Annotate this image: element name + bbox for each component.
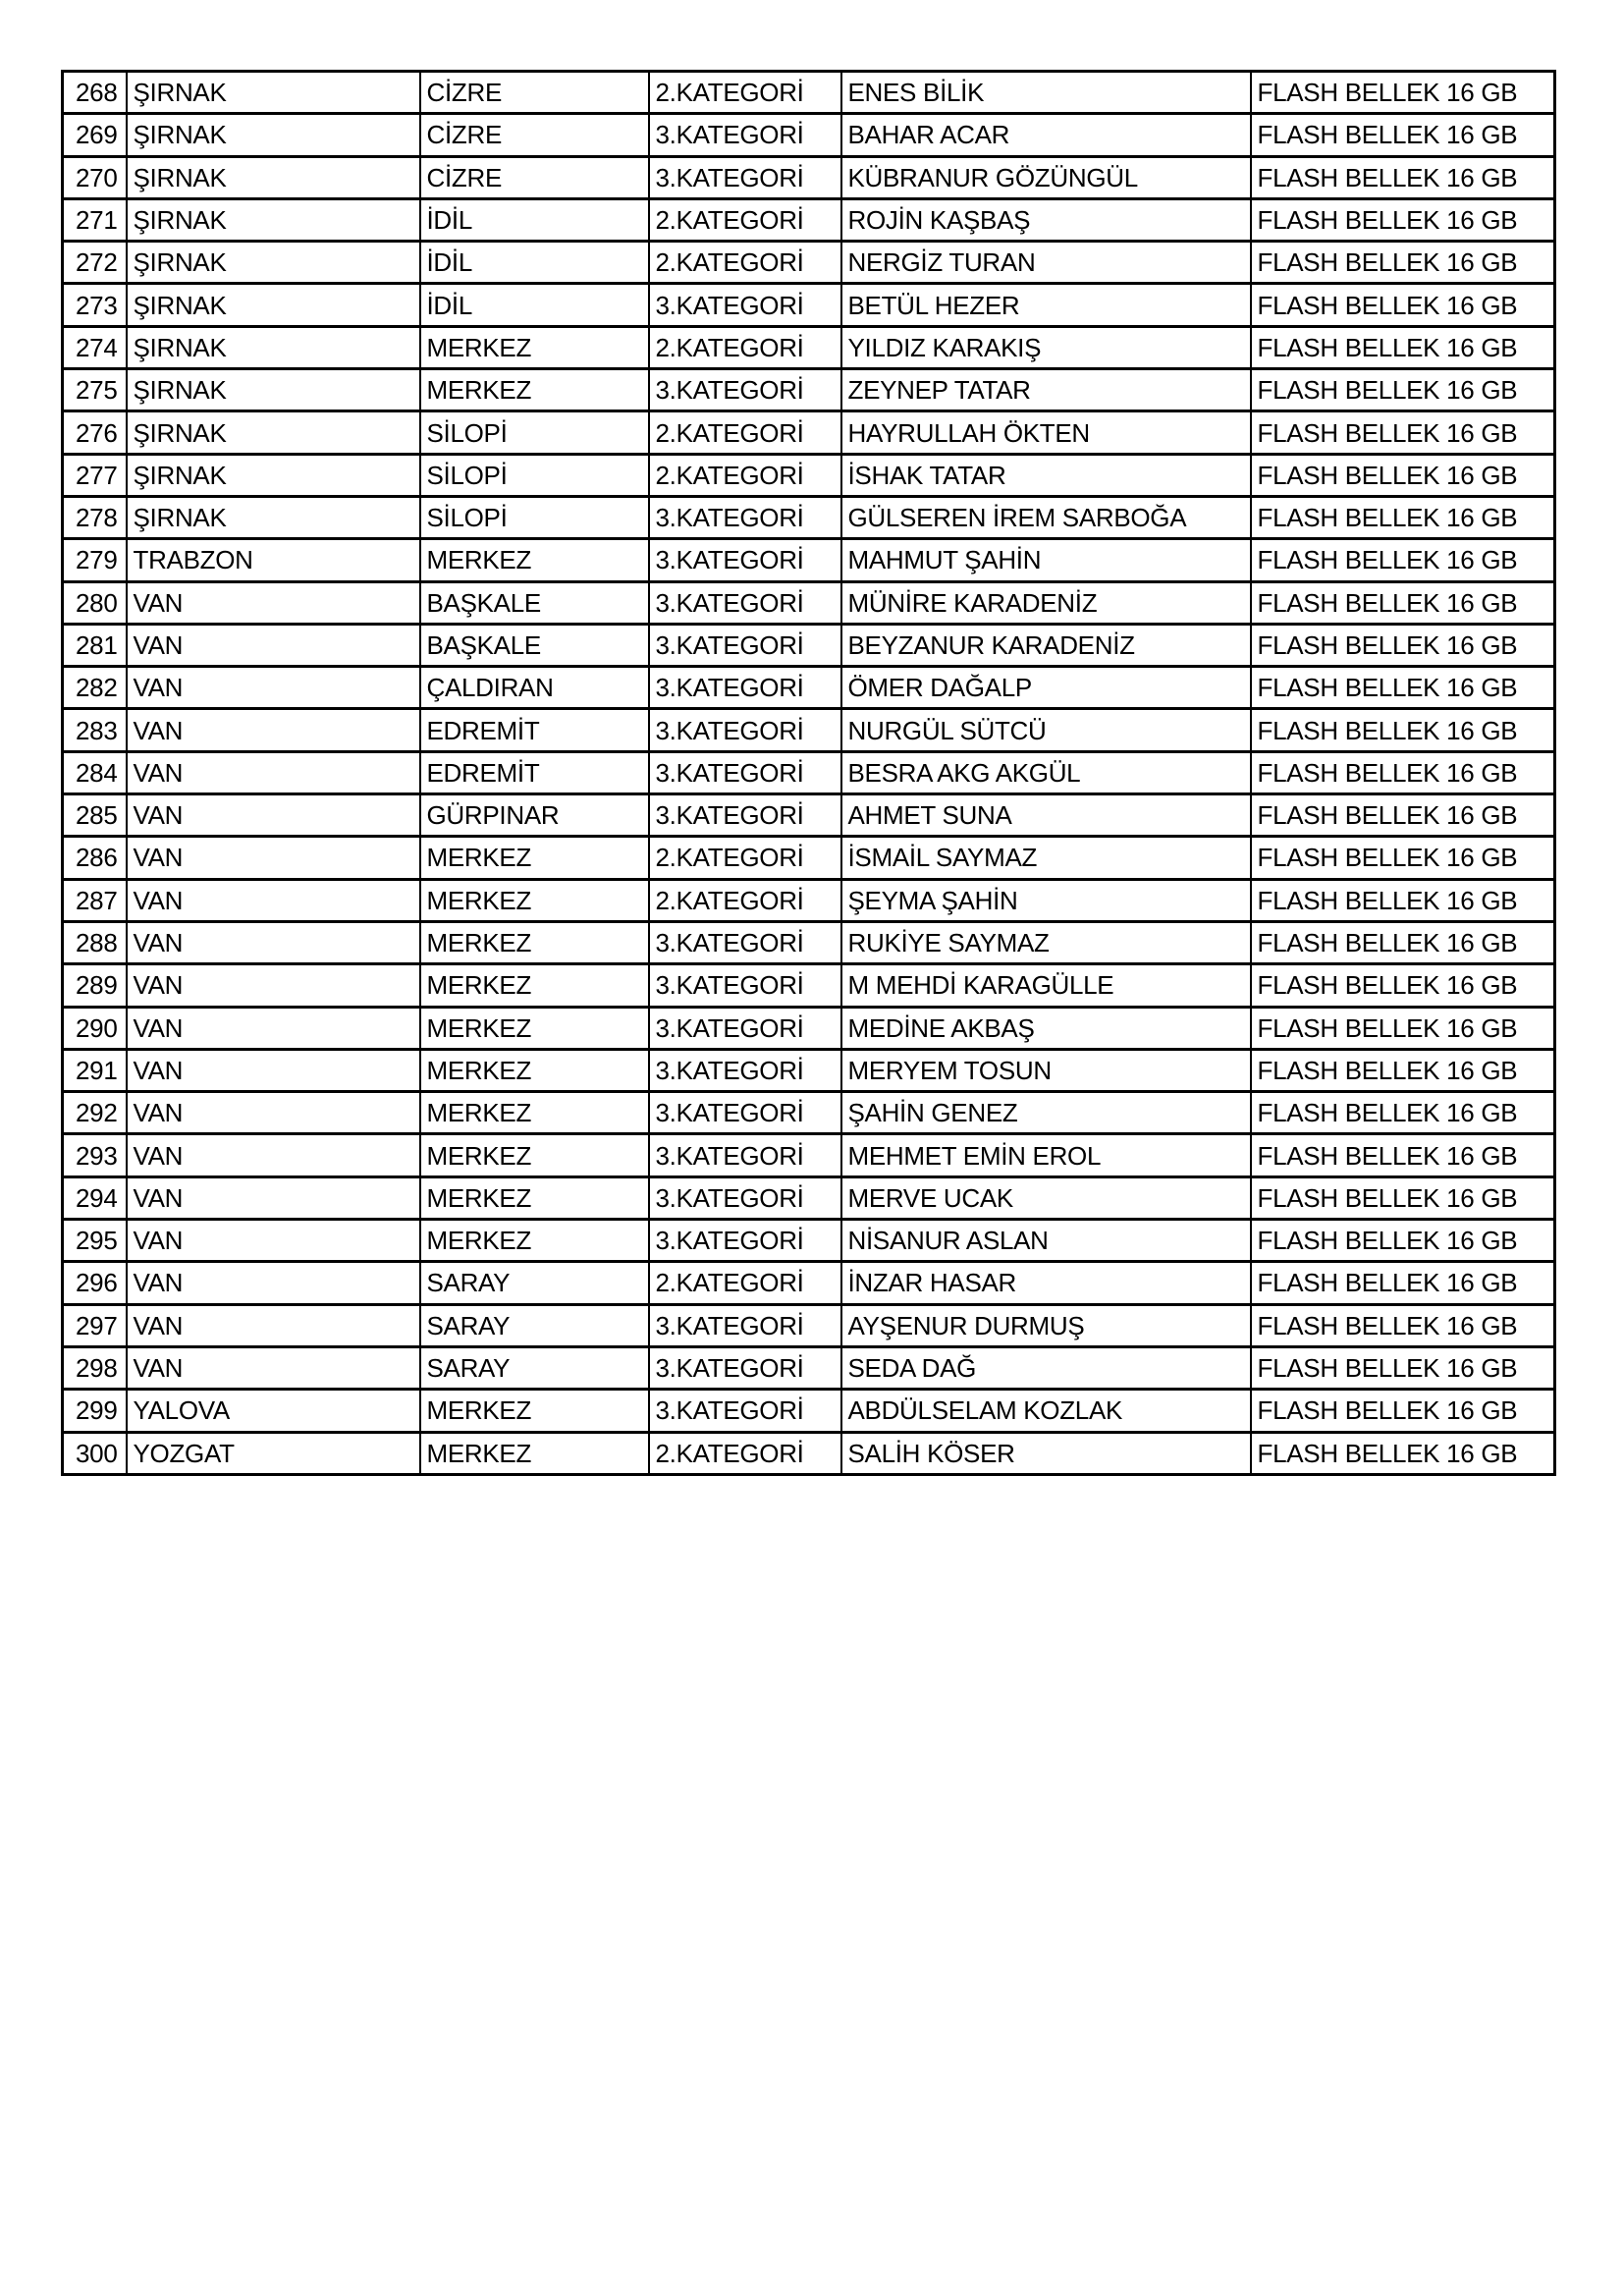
cell-odul: FLASH BELLEK 16 GB <box>1251 454 1555 496</box>
table-row <box>63 539 1555 581</box>
cell-ad-soyad: MERVE UCAK <box>841 1176 1251 1219</box>
cell-kategori: 3.KATEGORİ <box>649 1049 841 1091</box>
cell-ad-soyad: ENES BİLİK <box>841 72 1251 114</box>
cell-odul: FLASH BELLEK 16 GB <box>1251 794 1555 837</box>
cell-kategori: 3.KATEGORİ <box>649 667 841 709</box>
table-row <box>63 794 1555 837</box>
cell-ilce: MERKEZ <box>420 326 649 368</box>
cell-odul: FLASH BELLEK 16 GB <box>1251 539 1555 581</box>
cell-ad-soyad: ÖMER DAĞALP <box>841 667 1251 709</box>
cell-kategori: 3.KATEGORİ <box>649 921 841 963</box>
cell-il: VAN <box>127 1220 420 1262</box>
cell-odul: FLASH BELLEK 16 GB <box>1251 242 1555 284</box>
cell-kategori: 2.KATEGORİ <box>649 72 841 114</box>
cell-ilce: MERKEZ <box>420 1432 649 1474</box>
cell-sira-no: 278 <box>63 496 127 538</box>
cell-ilce: CİZRE <box>420 156 649 198</box>
cell-kategori: 3.KATEGORİ <box>649 709 841 751</box>
cell-ad-soyad: KÜBRANUR GÖZÜNGÜL <box>841 156 1251 198</box>
cell-kategori: 3.KATEGORİ <box>649 114 841 156</box>
cell-ilce: MERKEZ <box>420 1390 649 1432</box>
cell-kategori: 2.KATEGORİ <box>649 326 841 368</box>
prize-winners-table-body <box>63 72 1555 1475</box>
table-row <box>63 1049 1555 1091</box>
cell-ad-soyad: İSMAİL SAYMAZ <box>841 837 1251 879</box>
cell-kategori: 2.KATEGORİ <box>649 1432 841 1474</box>
cell-il: VAN <box>127 624 420 666</box>
cell-ilce: SİLOPİ <box>420 496 649 538</box>
cell-odul: FLASH BELLEK 16 GB <box>1251 1304 1555 1346</box>
cell-sira-no: 286 <box>63 837 127 879</box>
cell-il: VAN <box>127 1304 420 1346</box>
cell-sira-no: 283 <box>63 709 127 751</box>
prize-winners-table <box>61 70 1556 1476</box>
cell-sira-no: 291 <box>63 1049 127 1091</box>
cell-ilce: MERKEZ <box>420 1007 649 1049</box>
cell-ilce: İDİL <box>420 242 649 284</box>
table-row <box>63 581 1555 624</box>
cell-sira-no: 292 <box>63 1092 127 1134</box>
cell-odul: FLASH BELLEK 16 GB <box>1251 1007 1555 1049</box>
cell-ilce: MERKEZ <box>420 1049 649 1091</box>
cell-odul: FLASH BELLEK 16 GB <box>1251 751 1555 793</box>
cell-odul: FLASH BELLEK 16 GB <box>1251 1049 1555 1091</box>
cell-odul: FLASH BELLEK 16 GB <box>1251 1092 1555 1134</box>
cell-ad-soyad: YILDIZ KARAKIŞ <box>841 326 1251 368</box>
cell-sira-no: 294 <box>63 1176 127 1219</box>
table-row <box>63 837 1555 879</box>
cell-odul: FLASH BELLEK 16 GB <box>1251 1262 1555 1304</box>
cell-il: TRABZON <box>127 539 420 581</box>
table-row <box>63 964 1555 1007</box>
cell-odul: FLASH BELLEK 16 GB <box>1251 156 1555 198</box>
cell-kategori: 2.KATEGORİ <box>649 454 841 496</box>
cell-ilce: SARAY <box>420 1304 649 1346</box>
cell-kategori: 3.KATEGORİ <box>649 1220 841 1262</box>
cell-kategori: 3.KATEGORİ <box>649 794 841 837</box>
cell-odul: FLASH BELLEK 16 GB <box>1251 1346 1555 1389</box>
table-row <box>63 1262 1555 1304</box>
cell-il: ŞIRNAK <box>127 114 420 156</box>
cell-kategori: 3.KATEGORİ <box>649 1134 841 1176</box>
cell-sira-no: 296 <box>63 1262 127 1304</box>
cell-sira-no: 298 <box>63 1346 127 1389</box>
cell-il: ŞIRNAK <box>127 326 420 368</box>
cell-il: VAN <box>127 667 420 709</box>
cell-ad-soyad: ABDÜLSELAM KOZLAK <box>841 1390 1251 1432</box>
cell-il: YOZGAT <box>127 1432 420 1474</box>
cell-kategori: 2.KATEGORİ <box>649 879 841 921</box>
cell-kategori: 3.KATEGORİ <box>649 1092 841 1134</box>
cell-odul: FLASH BELLEK 16 GB <box>1251 72 1555 114</box>
cell-odul: FLASH BELLEK 16 GB <box>1251 114 1555 156</box>
cell-ilce: MERKEZ <box>420 837 649 879</box>
cell-il: YALOVA <box>127 1390 420 1432</box>
cell-ad-soyad: NERGİZ TURAN <box>841 242 1251 284</box>
cell-il: VAN <box>127 709 420 751</box>
cell-sira-no: 277 <box>63 454 127 496</box>
cell-odul: FLASH BELLEK 16 GB <box>1251 1134 1555 1176</box>
cell-il: VAN <box>127 1262 420 1304</box>
table-row <box>63 496 1555 538</box>
cell-odul: FLASH BELLEK 16 GB <box>1251 1220 1555 1262</box>
table-row <box>63 879 1555 921</box>
cell-ad-soyad: MEHMET EMİN EROL <box>841 1134 1251 1176</box>
cell-ad-soyad: RUKİYE SAYMAZ <box>841 921 1251 963</box>
cell-il: VAN <box>127 879 420 921</box>
cell-kategori: 3.KATEGORİ <box>649 751 841 793</box>
table-row <box>63 72 1555 114</box>
cell-ilce: CİZRE <box>420 72 649 114</box>
cell-il: ŞIRNAK <box>127 156 420 198</box>
table-row <box>63 1176 1555 1219</box>
cell-ilce: SİLOPİ <box>420 454 649 496</box>
cell-odul: FLASH BELLEK 16 GB <box>1251 709 1555 751</box>
cell-il: VAN <box>127 964 420 1007</box>
cell-odul: FLASH BELLEK 16 GB <box>1251 1432 1555 1474</box>
cell-ilce: MERKEZ <box>420 921 649 963</box>
cell-ad-soyad: BESRA AKG AKGÜL <box>841 751 1251 793</box>
cell-kategori: 3.KATEGORİ <box>649 1304 841 1346</box>
cell-odul: FLASH BELLEK 16 GB <box>1251 921 1555 963</box>
table-row <box>63 156 1555 198</box>
cell-sira-no: 275 <box>63 369 127 411</box>
cell-kategori: 2.KATEGORİ <box>649 198 841 241</box>
cell-kategori: 3.KATEGORİ <box>649 581 841 624</box>
cell-sira-no: 290 <box>63 1007 127 1049</box>
cell-odul: FLASH BELLEK 16 GB <box>1251 1176 1555 1219</box>
cell-sira-no: 293 <box>63 1134 127 1176</box>
cell-il: VAN <box>127 921 420 963</box>
cell-sira-no: 281 <box>63 624 127 666</box>
cell-sira-no: 299 <box>63 1390 127 1432</box>
cell-sira-no: 300 <box>63 1432 127 1474</box>
cell-ilce: MERKEZ <box>420 539 649 581</box>
cell-il: ŞIRNAK <box>127 454 420 496</box>
cell-ilce: MERKEZ <box>420 369 649 411</box>
table-row <box>63 921 1555 963</box>
cell-sira-no: 276 <box>63 411 127 454</box>
cell-ad-soyad: MÜNİRE KARADENİZ <box>841 581 1251 624</box>
cell-ilce: MERKEZ <box>420 1220 649 1262</box>
table-row <box>63 751 1555 793</box>
cell-sira-no: 289 <box>63 964 127 1007</box>
cell-kategori: 3.KATEGORİ <box>649 496 841 538</box>
cell-odul: FLASH BELLEK 16 GB <box>1251 624 1555 666</box>
cell-il: ŞIRNAK <box>127 411 420 454</box>
table-row <box>63 1134 1555 1176</box>
cell-ilce: SARAY <box>420 1262 649 1304</box>
cell-sira-no: 284 <box>63 751 127 793</box>
cell-ilce: BAŞKALE <box>420 581 649 624</box>
cell-kategori: 3.KATEGORİ <box>649 369 841 411</box>
cell-ilce: MERKEZ <box>420 1092 649 1134</box>
cell-ad-soyad: İNZAR HASAR <box>841 1262 1251 1304</box>
cell-ilce: MERKEZ <box>420 879 649 921</box>
cell-ad-soyad: NİSANUR ASLAN <box>841 1220 1251 1262</box>
cell-ilce: MERKEZ <box>420 964 649 1007</box>
cell-il: VAN <box>127 1049 420 1091</box>
cell-il: VAN <box>127 837 420 879</box>
cell-kategori: 2.KATEGORİ <box>649 837 841 879</box>
table-row <box>63 624 1555 666</box>
cell-sira-no: 268 <box>63 72 127 114</box>
cell-il: VAN <box>127 1092 420 1134</box>
cell-kategori: 3.KATEGORİ <box>649 539 841 581</box>
cell-ilce: ÇALDIRAN <box>420 667 649 709</box>
cell-ad-soyad: MERYEM TOSUN <box>841 1049 1251 1091</box>
cell-sira-no: 280 <box>63 581 127 624</box>
cell-kategori: 3.KATEGORİ <box>649 156 841 198</box>
cell-sira-no: 297 <box>63 1304 127 1346</box>
table-row <box>63 1304 1555 1346</box>
cell-il: VAN <box>127 1346 420 1389</box>
cell-ad-soyad: ROJİN KAŞBAŞ <box>841 198 1251 241</box>
cell-kategori: 3.KATEGORİ <box>649 1176 841 1219</box>
cell-sira-no: 279 <box>63 539 127 581</box>
cell-il: ŞIRNAK <box>127 72 420 114</box>
cell-odul: FLASH BELLEK 16 GB <box>1251 496 1555 538</box>
table-row <box>63 667 1555 709</box>
table-row <box>63 1432 1555 1474</box>
cell-il: VAN <box>127 751 420 793</box>
cell-ad-soyad: SALİH KÖSER <box>841 1432 1251 1474</box>
table-row <box>63 369 1555 411</box>
cell-il: VAN <box>127 1134 420 1176</box>
cell-sira-no: 270 <box>63 156 127 198</box>
table-row <box>63 1220 1555 1262</box>
cell-ilce: SİLOPİ <box>420 411 649 454</box>
cell-ilce: EDREMİT <box>420 709 649 751</box>
cell-il: ŞIRNAK <box>127 198 420 241</box>
cell-sira-no: 282 <box>63 667 127 709</box>
cell-sira-no: 295 <box>63 1220 127 1262</box>
cell-ad-soyad: NURGÜL SÜTCÜ <box>841 709 1251 751</box>
cell-ad-soyad: AYŞENUR DURMUŞ <box>841 1304 1251 1346</box>
cell-kategori: 3.KATEGORİ <box>649 1007 841 1049</box>
cell-kategori: 2.KATEGORİ <box>649 1262 841 1304</box>
table-row <box>63 1346 1555 1389</box>
cell-ilce: İDİL <box>420 198 649 241</box>
cell-odul: FLASH BELLEK 16 GB <box>1251 326 1555 368</box>
cell-ad-soyad: ŞEYMA ŞAHİN <box>841 879 1251 921</box>
cell-ad-soyad: SEDA DAĞ <box>841 1346 1251 1389</box>
cell-ad-soyad: ZEYNEP TATAR <box>841 369 1251 411</box>
table-row <box>63 1390 1555 1432</box>
cell-kategori: 3.KATEGORİ <box>649 1346 841 1389</box>
table-row <box>63 114 1555 156</box>
cell-odul: FLASH BELLEK 16 GB <box>1251 837 1555 879</box>
cell-kategori: 3.KATEGORİ <box>649 624 841 666</box>
cell-sira-no: 285 <box>63 794 127 837</box>
cell-il: VAN <box>127 581 420 624</box>
cell-sira-no: 287 <box>63 879 127 921</box>
cell-il: VAN <box>127 794 420 837</box>
cell-il: ŞIRNAK <box>127 369 420 411</box>
cell-il: ŞIRNAK <box>127 496 420 538</box>
table-row <box>63 326 1555 368</box>
table-row <box>63 284 1555 326</box>
cell-odul: FLASH BELLEK 16 GB <box>1251 198 1555 241</box>
cell-odul: FLASH BELLEK 16 GB <box>1251 879 1555 921</box>
cell-il: ŞIRNAK <box>127 284 420 326</box>
cell-ad-soyad: AHMET SUNA <box>841 794 1251 837</box>
table-row <box>63 709 1555 751</box>
cell-sira-no: 269 <box>63 114 127 156</box>
cell-il: VAN <box>127 1007 420 1049</box>
cell-odul: FLASH BELLEK 16 GB <box>1251 1390 1555 1432</box>
cell-kategori: 2.KATEGORİ <box>649 242 841 284</box>
cell-ad-soyad: GÜLSEREN İREM SARBOĞA <box>841 496 1251 538</box>
cell-sira-no: 288 <box>63 921 127 963</box>
cell-ad-soyad: BETÜL HEZER <box>841 284 1251 326</box>
cell-ilce: EDREMİT <box>420 751 649 793</box>
cell-sira-no: 271 <box>63 198 127 241</box>
cell-odul: FLASH BELLEK 16 GB <box>1251 581 1555 624</box>
cell-ilce: GÜRPINAR <box>420 794 649 837</box>
cell-ad-soyad: BEYZANUR KARADENİZ <box>841 624 1251 666</box>
cell-kategori: 3.KATEGORİ <box>649 284 841 326</box>
cell-il: VAN <box>127 1176 420 1219</box>
cell-odul: FLASH BELLEK 16 GB <box>1251 964 1555 1007</box>
cell-ad-soyad: İSHAK TATAR <box>841 454 1251 496</box>
cell-kategori: 3.KATEGORİ <box>649 1390 841 1432</box>
table-row <box>63 1092 1555 1134</box>
cell-sira-no: 274 <box>63 326 127 368</box>
cell-ilce: CİZRE <box>420 114 649 156</box>
cell-il: ŞIRNAK <box>127 242 420 284</box>
table-row <box>63 454 1555 496</box>
cell-sira-no: 272 <box>63 242 127 284</box>
table-row <box>63 242 1555 284</box>
table-row <box>63 1007 1555 1049</box>
cell-ilce: MERKEZ <box>420 1176 649 1219</box>
table-row <box>63 411 1555 454</box>
cell-ad-soyad: M MEHDİ KARAGÜLLE <box>841 964 1251 1007</box>
cell-odul: FLASH BELLEK 16 GB <box>1251 369 1555 411</box>
cell-odul: FLASH BELLEK 16 GB <box>1251 411 1555 454</box>
cell-sira-no: 273 <box>63 284 127 326</box>
cell-odul: FLASH BELLEK 16 GB <box>1251 667 1555 709</box>
cell-kategori: 3.KATEGORİ <box>649 964 841 1007</box>
table-row <box>63 198 1555 241</box>
cell-ad-soyad: BAHAR ACAR <box>841 114 1251 156</box>
cell-ilce: MERKEZ <box>420 1134 649 1176</box>
cell-odul: FLASH BELLEK 16 GB <box>1251 284 1555 326</box>
cell-kategori: 2.KATEGORİ <box>649 411 841 454</box>
cell-ad-soyad: MAHMUT ŞAHİN <box>841 539 1251 581</box>
cell-ad-soyad: HAYRULLAH ÖKTEN <box>841 411 1251 454</box>
cell-ilce: SARAY <box>420 1346 649 1389</box>
cell-ilce: İDİL <box>420 284 649 326</box>
cell-ad-soyad: MEDİNE AKBAŞ <box>841 1007 1251 1049</box>
cell-ilce: BAŞKALE <box>420 624 649 666</box>
cell-ad-soyad: ŞAHİN GENEZ <box>841 1092 1251 1134</box>
